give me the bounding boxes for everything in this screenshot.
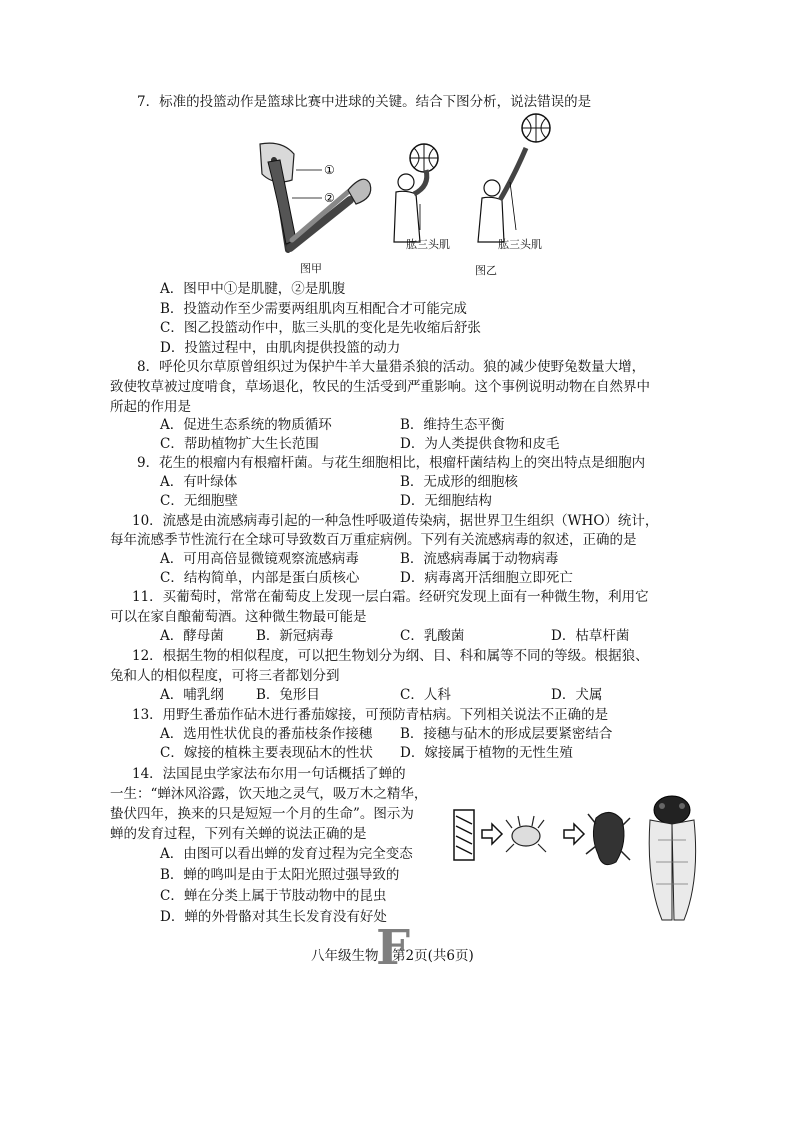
q9-option-d: D．无细胞结构 <box>400 493 492 509</box>
q12-option-c: C．人科 <box>400 687 451 703</box>
q11-stem-line-1: 11．买葡萄时，常常在葡萄皮上发现一层白霜。经研究发现上面有一种微生物，利用它 <box>132 589 649 605</box>
q13-option-d: D．嫁接属于植物的无性生殖 <box>400 745 573 761</box>
q12-stem-line-2: 兔和人的相似程度，可将三者都划分到 <box>110 668 340 684</box>
muscle-label-left: 肱三头肌 <box>406 238 450 251</box>
arm-muscle-figure <box>252 140 382 258</box>
q10-option-d: D．病毒离开活细胞立即死亡 <box>400 570 573 586</box>
q12-option-d: D．犬属 <box>551 687 603 703</box>
label-2: ② <box>324 191 335 205</box>
q7-option-b: B．投篮动作至少需要两组肌肉互相配合才可能完成 <box>160 301 467 317</box>
muscle-label-right: 肱三头肌 <box>498 238 542 251</box>
q8-option-d: D．为人类提供食物和皮毛 <box>400 436 560 452</box>
q8-option-c: C．帮助植物扩大生长范围 <box>160 436 319 452</box>
q9-option-c: C．无细胞壁 <box>160 493 238 509</box>
label-1: ① <box>324 163 335 177</box>
q10-option-a: A．可用高倍显微镜观察流感病毒 <box>160 551 359 567</box>
q12-option-b: B．兔形目 <box>256 687 320 703</box>
q14-stem-line-4: 蝉的发育过程，下列有关蝉的说法正确的是 <box>110 826 367 842</box>
q14-option-d: D．蝉的外骨骼对其生长发育没有好处 <box>160 909 387 925</box>
q8-option-b: B．维持生态平衡 <box>400 417 505 433</box>
q9-option-b: B．无成形的细胞核 <box>400 474 518 490</box>
q13-option-a: A．选用性状优良的番茄枝条作接穗 <box>160 726 373 742</box>
q12-option-a: A．哺乳纲 <box>160 687 224 703</box>
q11-option-b: B．新冠病毒 <box>256 628 334 644</box>
q8-stem-line-3: 所起的作用是 <box>110 399 191 415</box>
q7-option-c: C．图乙投篮动作中，肱三头肌的变化是先收缩后舒张 <box>160 320 481 336</box>
page-footer: 八年级生物 第2页(共6页) <box>311 948 474 964</box>
q14-option-c: C．蝉在分类上属于节肢动物中的昆虫 <box>160 888 387 904</box>
stamp-letter: F <box>376 920 411 976</box>
q8-stem-line-2: 致使牧草被过度啃食，草场退化，牧民的生活受到严重影响。这个事例说明动物在自然界中 <box>110 379 650 395</box>
q11-option-c: C．乳酸菌 <box>400 628 465 644</box>
q9-stem: 9．花生的根瘤内有根瘤杆菌。与花生细胞相比，根瘤杆菌结构上的突出特点是细胞内 <box>137 455 646 471</box>
q13-option-c: C．嫁接的植株主要表现砧木的性状 <box>160 745 373 761</box>
q10-stem-line-2: 每年流感季节性流行在全球可导致数百万重症病例。下列有关流感病毒的叙述，正确的是 <box>110 532 637 548</box>
q12-stem-line-1: 12．根据生物的相似程度，可以把生物划分为纲、目、科和属等不同的等级。根据狼、 <box>132 648 649 664</box>
q14-stem-line-1: 14．法国昆虫学家法布尔用一句话概括了蝉的 <box>132 766 406 782</box>
q13-stem: 13．用野生番茄作砧木进行番茄嫁接，可预防青枯病。下列相关说法不正确的是 <box>132 707 609 723</box>
q14-stem-line-3: 蛰伏四年，换来的只是短短一个月的生命”。图示为 <box>110 806 414 822</box>
q8-option-a: A．促进生态系统的物质循环 <box>160 417 332 433</box>
q10-option-c: C．结构简单，内部是蛋白质核心 <box>160 570 360 586</box>
q14-stem-line-2: 一生：“蝉沐风浴露，饮天地之灵气，吸万木之精华， <box>110 786 428 802</box>
q14-option-a: A．由图可以看出蝉的发育过程为完全变态 <box>160 846 413 862</box>
q10-stem-line-1: 10．流感是由流感病毒引起的一种急性呼吸道传染病，据世界卫生组织（WHO）统计， <box>132 513 659 529</box>
q13-option-b: B．接穗与砧木的形成层要紧密结合 <box>400 726 613 742</box>
q11-option-d: D．枯草杆菌 <box>551 628 630 644</box>
q11-stem-line-2: 可以在家自酿葡萄酒。这种微生物最可能是 <box>110 609 367 625</box>
figure-b-caption: 图乙 <box>475 264 497 277</box>
q10-option-b: B．流感病毒属于动物病毒 <box>400 551 559 567</box>
figure-a-caption: 图甲 <box>300 262 322 275</box>
q7-option-a: A．图甲中①是肌腱，②是肌腹 <box>160 281 346 297</box>
q14-option-b: B．蝉的鸣叫是由于太阳光照过强导致的 <box>160 867 400 883</box>
basketball-figure <box>386 112 576 250</box>
q11-option-a: A．酵母菌 <box>160 628 224 644</box>
q8-stem-line-1: 8．呼伦贝尔草原曾组织过为保护牛羊大量猎杀狼的活动。狼的减少使野兔数量大增， <box>137 359 646 375</box>
q7-option-d: D．投篮过程中，由肌肉提供投篮的动力 <box>160 340 401 356</box>
q9-option-a: A．有叶绿体 <box>160 474 238 490</box>
cicada-development-figure <box>450 770 720 930</box>
q7-stem: 7．标准的投篮动作是篮球比赛中进球的关键。结合下图分析，说法错误的是 <box>137 94 592 110</box>
